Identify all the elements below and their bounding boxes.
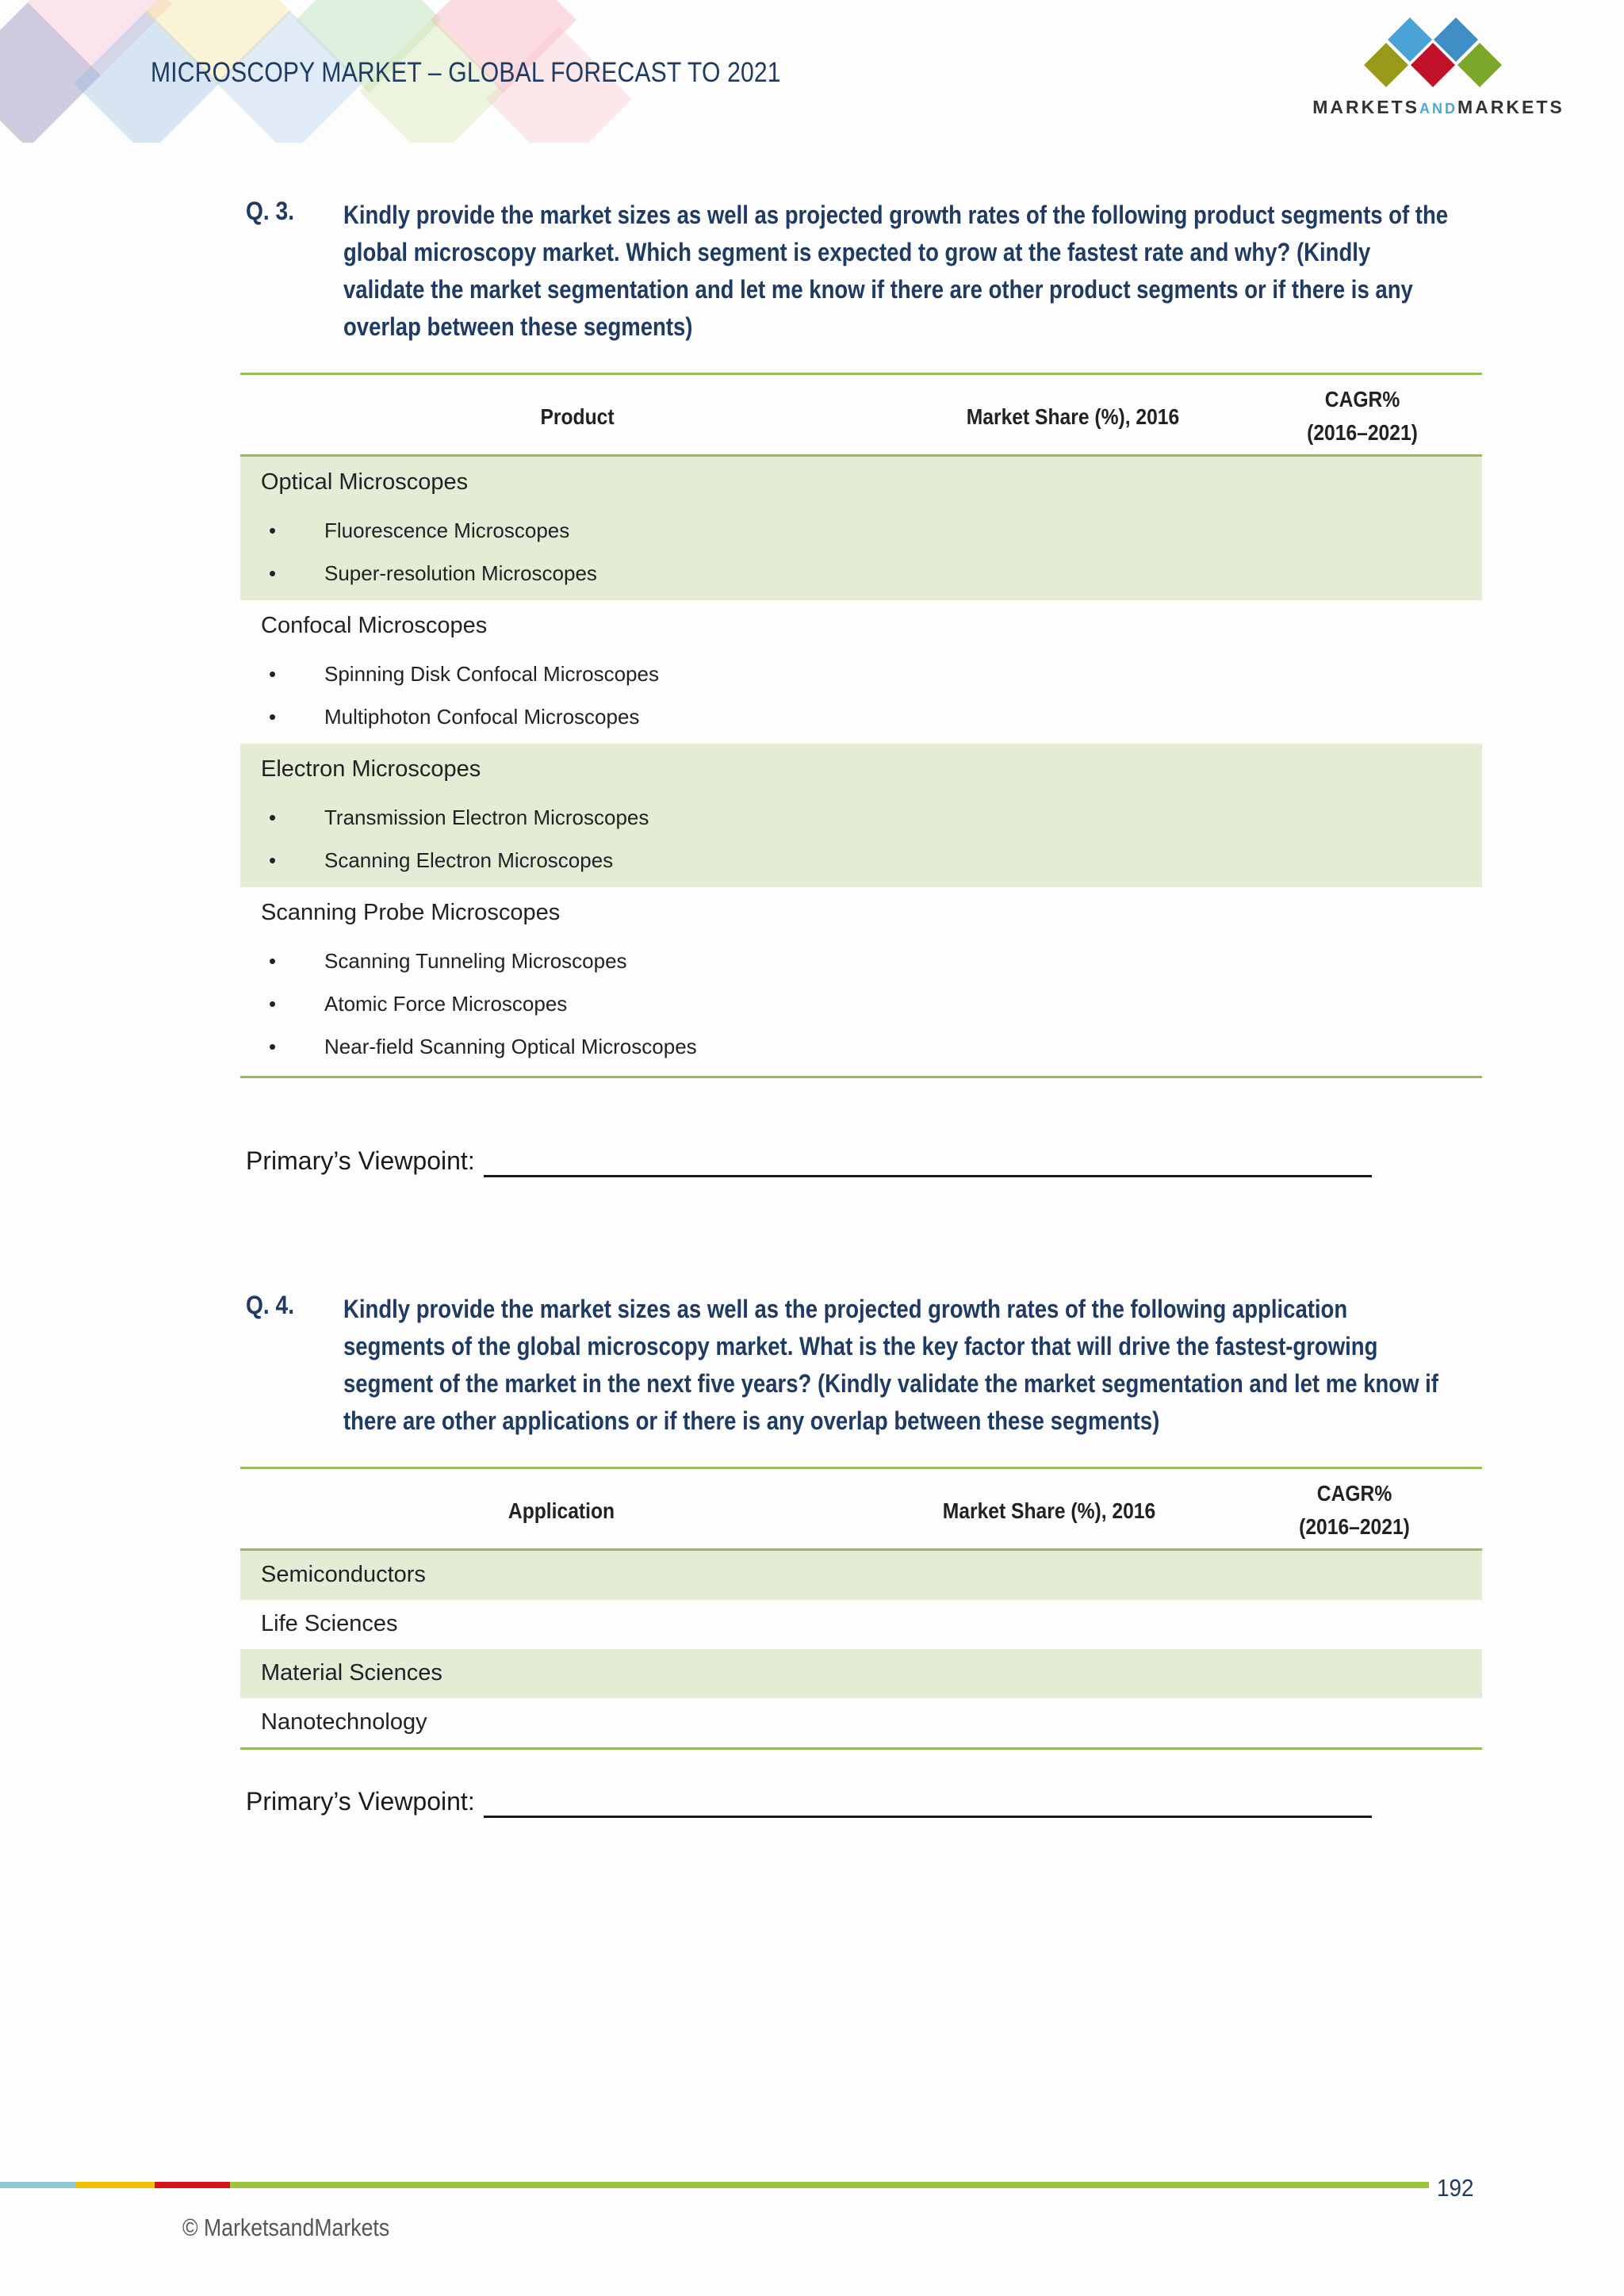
q4-viewpoint — [246, 1787, 475, 1816]
table-row-scanning-probe — [240, 887, 1482, 1078]
question-3-number: Q. 3. — [246, 197, 295, 225]
viewpoint-label: Primary’s Viewpoint: — [246, 1787, 475, 1816]
list-item: • Scanning Tunneling Microscopes — [269, 949, 627, 973]
page-number: 192 — [1437, 2174, 1474, 2202]
question-4-number: Q. 4. — [246, 1291, 295, 1319]
col-cagr-line1: CAGR% — [1324, 387, 1400, 411]
col-cagr — [1253, 1477, 1455, 1544]
row-label: Material Sciences — [261, 1660, 442, 1686]
logo-text-markets-2: MARKETS — [1457, 97, 1565, 117]
list-item: • Near-field Scanning Optical Microscopes — [269, 1035, 697, 1058]
list-item: • Spinning Disk Confocal Microscopes — [269, 662, 659, 686]
row-label: Optical Microscopes — [261, 469, 469, 495]
list-item: • Atomic Force Microscopes — [269, 992, 568, 1016]
col-market-share: Market Share (%), 2016 — [942, 1498, 1156, 1523]
viewpoint-label: Primary’s Viewpoint: — [246, 1146, 475, 1175]
row-label: Semiconductors — [261, 1562, 426, 1587]
footer-bar-segment — [155, 2182, 230, 2188]
question-4-text: Kindly provide the market sizes as well as the projected growth rates of the following application segments of the global microscopy market. What is the key factor that will drive the fastest-growing segment of the market in the next five years? (Kindly validate the market segmentation and let me know if there are other applications or if there is any overlap between these segments) — [343, 1295, 1438, 1435]
col-market-share: Market Share (%), 2016 — [966, 404, 1180, 429]
col-cagr-line1: CAGR% — [1316, 1481, 1392, 1506]
footer-bar-segment — [0, 2182, 75, 2188]
question-3 — [246, 197, 1483, 347]
logo-text-markets: MARKETS — [1312, 97, 1419, 117]
marketsandmarkets-logo — [1297, 11, 1580, 122]
application-table-header — [240, 1467, 1482, 1551]
viewpoint-answer-line[interactable] — [484, 1175, 1372, 1177]
col-cagr-line2: (2016–2021) — [1299, 1514, 1410, 1539]
table-row-nanotechnology — [240, 1698, 1482, 1750]
table-row-optical — [240, 457, 1482, 600]
row-label: Scanning Probe Microscopes — [261, 900, 561, 925]
logo-text-and: AND — [1419, 101, 1457, 117]
copyright: © MarketsandMarkets — [182, 2214, 390, 2241]
table-row-material-sciences — [240, 1649, 1482, 1698]
q3-viewpoint — [246, 1146, 475, 1176]
row-label: Electron Microscopes — [261, 756, 481, 782]
row-label: Nanotechnology — [261, 1709, 427, 1735]
question-4 — [246, 1291, 1483, 1441]
table-row-semiconductors — [240, 1551, 1482, 1600]
application-table — [240, 1467, 1482, 1750]
list-item: • Multiphoton Confocal Microscopes — [269, 705, 640, 729]
question-3-text: Kindly provide the market sizes as well as projected growth rates of the following product segments of the global microscopy market. Which segment is expected to grow at the fastest rate and why? (Kindly validate the market segmentation and let me know if there are other product segments or if there is any overlap between these segments) — [343, 201, 1449, 341]
table-row-electron — [240, 744, 1482, 887]
footer-bar-segment — [230, 2182, 1429, 2188]
col-cagr — [1261, 383, 1463, 450]
list-item: • Transmission Electron Microscopes — [269, 806, 649, 829]
document-title: MICROSCOPY MARKET – GLOBAL FORECAST TO 2021 — [151, 57, 781, 88]
col-cagr-line2: (2016–2021) — [1307, 420, 1418, 445]
table-row-confocal — [240, 600, 1482, 744]
row-label: Life Sciences — [261, 1611, 398, 1636]
product-table — [240, 373, 1482, 1078]
col-product: Product — [540, 404, 615, 429]
product-table-header — [240, 373, 1482, 457]
row-label: Confocal Microscopes — [261, 613, 488, 638]
table-row-life-sciences — [240, 1600, 1482, 1649]
logo-diamonds-icon — [1297, 11, 1580, 98]
col-application: Application — [508, 1498, 615, 1523]
list-item: • Scanning Electron Microscopes — [269, 848, 614, 872]
footer-bar-segment — [75, 2182, 155, 2188]
list-item: • Super-resolution Microscopes — [269, 561, 597, 585]
viewpoint-answer-line[interactable] — [484, 1816, 1372, 1818]
list-item: • Fluorescence Microscopes — [269, 519, 570, 542]
